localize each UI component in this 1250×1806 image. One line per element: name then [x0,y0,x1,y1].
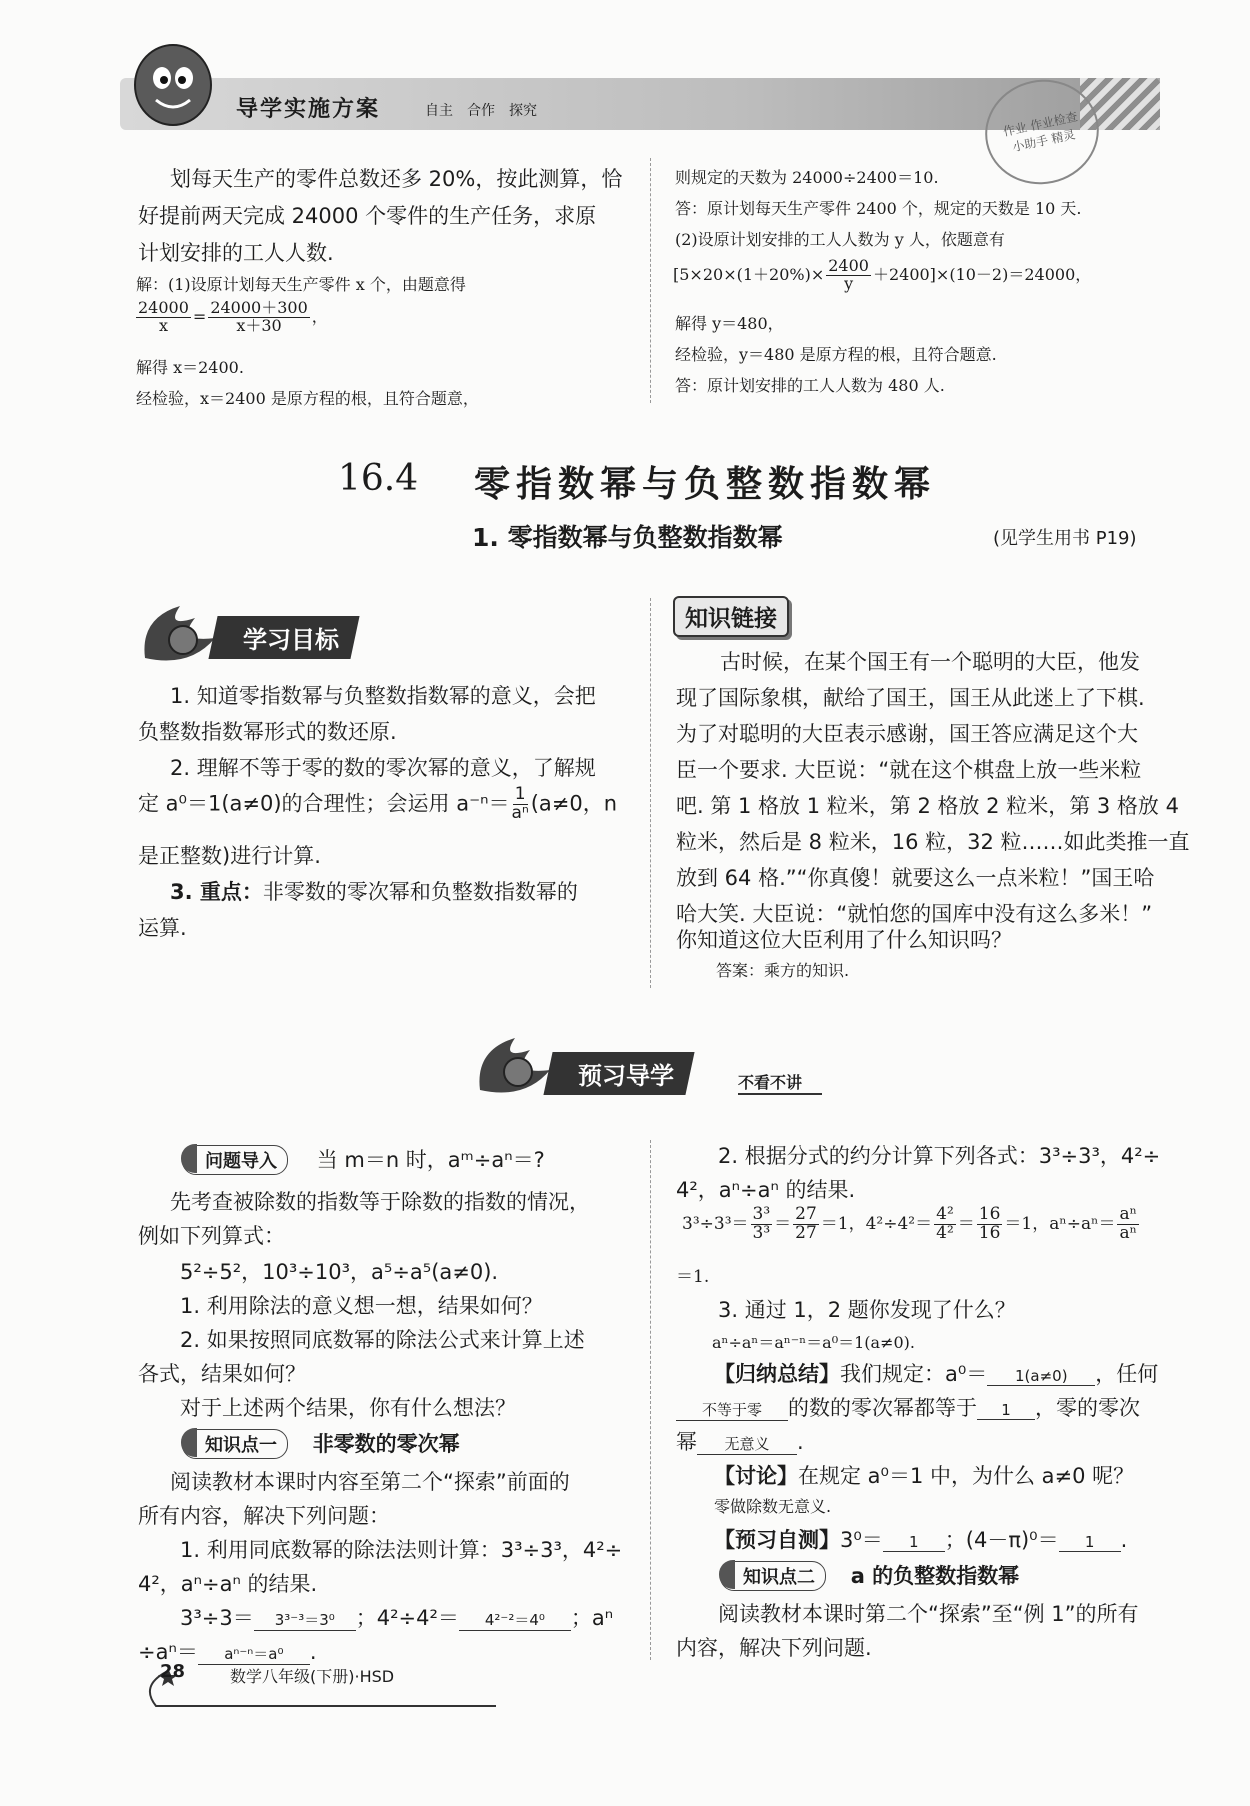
self-test-label: 【预习自测】 [714,1528,840,1552]
goals-banner [135,598,415,668]
summary-e: ，零的零次 [1035,1396,1140,1420]
right-line-7: 答：原计划安排的工人人数为 480 人. [675,376,945,395]
right-line-6: 经检验，y＝480 是原方程的根，且符合题意. [675,345,997,364]
question-intro-row [182,1144,545,1175]
bl-line-7: 对于上述两个结果，你有什么想法？ [180,1396,516,1420]
goal-2b-num: 1 [514,784,526,804]
frac-3-den: 4² [936,1222,954,1243]
story-answer: 答案：乘方的知识. [716,961,850,980]
answer-blank-2: 4²⁻²＝4⁰ [459,1609,571,1631]
answer-blank-8: 1 [883,1533,945,1552]
knowledge-point-2-tag: 知识点二 [720,1561,826,1591]
preview-banner-label [543,1052,694,1095]
solution-line-2: 解得 x＝2400. [136,358,244,377]
summary-row-1 [714,1358,1158,1388]
goal-2a: 2. 理解不等于零的数的零次幂的意义，了解规 [170,756,596,780]
answer-blank-6: 1 [977,1401,1035,1420]
goal-2c: 是正整数)进行计算. [138,844,321,868]
story-line-2: 现了国际象棋，献给了国王，国王从此迷上了下棋. [676,686,1145,710]
solution-line-1: 解：(1)设原计划每天生产零件 x 个，由题意得 [136,275,466,294]
page-number: 28 [160,1661,186,1682]
bl-line-11: 4²，aⁿ÷aⁿ 的结果. [138,1572,318,1596]
req-num: 2400 [828,256,869,275]
preview-banner [470,1030,830,1100]
frac-5-num: aⁿ [1119,1204,1137,1224]
knowledge-link-tag [673,596,789,637]
bl-13-c: . [309,1640,317,1664]
eq-right-num: 24000＋300 [210,298,308,317]
frac-2-den: 27 [795,1222,817,1243]
req-b: ＋2400]×(10－2)＝24000， [872,264,1092,284]
knowledge-point-2-row [720,1560,1019,1591]
frac-4-den: 16 [978,1222,1001,1243]
goal-3-label: 3. 重点： [170,880,263,904]
bl-line-5: 2. 如果按照同底数幂的除法公式来计算上述 [180,1328,585,1352]
answer-blank-1: 3³⁻³＝3⁰ [254,1609,356,1631]
calc-b: ＝ [774,1213,792,1234]
goal-3a [170,876,578,906]
knowledge-point-2-title: a 的负整数指数幂 [850,1564,1020,1588]
knowledge-point-1-title: 非零数的零次幂 [312,1432,460,1456]
calc-a: 3³÷3³＝ [682,1213,749,1234]
bl-line-1: 先考查被除数的指数等于除数的指数的情况， [170,1190,590,1214]
eq-tail: ， [311,306,328,326]
calc-c: ＝1，4²÷4²＝ [820,1213,933,1234]
bl-12-d: ；aⁿ [570,1606,614,1630]
eq-left-den: x [158,315,168,335]
right-line-1: 则规定的天数为 24000÷2400＝10. [675,168,939,187]
frac-2-num: 27 [795,1204,817,1224]
calc-e: ＝1，aⁿ÷aⁿ＝ [1004,1213,1116,1234]
goal-2b [138,786,617,823]
mid-column-divider [650,598,651,988]
bl-13-a: ÷aⁿ＝ [138,1640,198,1664]
header-subtitle: 自主 合作 探究 [425,103,537,119]
top-column-divider [650,158,651,403]
frac-1-num: 3³ [752,1204,771,1224]
bl-line-4: 1. 利用除法的意义想一想，结果如何？ [180,1294,543,1318]
right-equation [673,258,1091,293]
summary-f: 幂 [676,1430,697,1454]
goal-2b-tail: (a≠0，n [530,791,618,816]
br-line-4: ＝1. [676,1267,710,1287]
discussion-answer: 零做除数无意义. [714,1497,832,1516]
summary-row-2 [676,1392,1140,1422]
frac-1-den: 3³ [752,1222,771,1243]
answer-blank-9: 1 [1059,1533,1121,1552]
answer-blank-5: 不等于零 [676,1399,788,1421]
frac-4-num: 16 [978,1204,1001,1224]
frac-3-num: 4² [936,1204,954,1224]
req-den: y [844,273,854,293]
goal-3b: 运算. [138,916,187,940]
answer-blank-4: 1(a≠0) [987,1367,1095,1386]
goal-1a: 1. 知道零指数幂与负整数指数幂的意义，会把 [170,684,596,708]
br-line-8: 内容，解决下列问题. [676,1636,872,1660]
bl-line-3: 5²÷5²，10³÷10³，a⁵÷a⁵(a≠0). [180,1260,499,1284]
problem-line-2: 好提前两天完成 24000 个零件的生产任务，求原 [138,204,597,228]
goal-3-text: 非零数的零次幂和负整数指数幂的 [262,880,578,904]
right-line-3: (2)设原计划安排的工人人数为 y 人，依题意有 [675,230,1005,249]
br-line-1: 2. 根据分式的约分计算下列各式：3³÷3³，4²÷ [718,1144,1161,1168]
knowledge-link-text: 知识链接 [685,606,777,632]
answer-blank-7: 无意义 [697,1433,797,1455]
story-line-4: 臣一个要求. 大臣说：“就在这个棋盘上放一些米粒 [676,758,1142,782]
section-ref: (见学生用书 P19) [993,528,1137,549]
bl-line-10: 1. 利用同底数幂的除法法则计算：3³÷3³，4²÷ [180,1538,623,1562]
stamp-text: 作业 作业检查小助手 精灵 [1001,109,1079,155]
right-line-5: 解得 y＝480， [675,314,784,333]
book-title: 数学八年级(下册)·HSD [230,1667,395,1686]
section-title: 零指数幂与负整数指数幂 [474,464,937,505]
knowledge-point-1-tag: 知识点一 [182,1429,288,1459]
req-a: [5×20×(1＋20%)× [673,264,825,284]
summary-label: 【归纳总结】 [714,1362,840,1386]
story-line-5: 吧. 第 1 格放 1 粒米，第 2 格放 2 粒米，第 3 格放 4 [676,794,1179,818]
goals-banner-label [208,616,359,659]
answer-blank-3: aⁿ⁻ⁿ＝a⁰ [198,1643,310,1665]
story-line-6: 粒米，然后是 8 粒米，16 粒，32 粒……如此类推一直 [676,830,1190,854]
summary-d: 的数的零次幂都等于 [788,1396,977,1420]
bl-line-9: 所有内容，解决下列问题： [138,1504,390,1528]
story-line-7: 放到 64 格.”“你真傻！就要这么一点米粒！”国王哈 [676,866,1155,890]
summary-a: 我们规定：a⁰＝ [840,1362,988,1386]
bl-12-c: ；4²÷4²＝ [355,1606,459,1630]
story-line-9: 你知道这位大臣利用了什么知识吗？ [676,928,1012,952]
mascot-icon [128,40,218,130]
story-line-3: 为了对聪明的大臣表示感谢，国王答应满足这个大 [676,722,1138,746]
goal-2b-text: 定 a⁰＝1(a≠0)的合理性；会运用 a⁻ⁿ＝ [138,791,510,816]
solution-line-3: 经检验，x＝2400 是原方程的根，且符合题意， [136,389,479,408]
self-test-d: . [1120,1528,1128,1552]
discussion-text: 在规定 a⁰＝1 中，为什么 a≠0 呢？ [798,1464,1135,1488]
self-test-a: 3⁰＝ [840,1528,883,1552]
preview-slogan: 不看不讲 [738,1070,822,1095]
br-line-7: 阅读教材本课时第二个“探索”至“例 1”的所有 [718,1602,1139,1626]
goal-2b-den: aⁿ [511,802,529,823]
bl-12-a: 3³÷3＝ [180,1606,254,1630]
problem-line-1: 划每天生产的零件总数还多 20%，按此测算，恰 [170,167,623,191]
bl-line-12 [180,1602,613,1632]
calc-d: ＝ [957,1213,975,1234]
story-line-8: 哈大笑. 大臣说：“就怕您的国库中没有这么多米！” [676,902,1153,926]
frac-5-den: aⁿ [1119,1222,1137,1243]
section-number: 16.4 [338,458,419,499]
discussion-row [714,1460,1134,1490]
br-calc-row [682,1206,1141,1243]
self-test-c: ；(4－π)⁰＝ [944,1528,1059,1552]
equation-1 [134,300,328,335]
right-line-2: 答：原计划每天生产零件 2400 个，规定的天数是 10 天. [675,199,1082,218]
self-test-row [714,1524,1127,1554]
eq-equals: = [192,306,207,326]
br-line-2: 4²，aⁿ÷aⁿ 的结果. [676,1178,856,1202]
bl-line-2: 例如下列算式： [138,1224,285,1248]
summary-row-3 [676,1426,804,1456]
knowledge-point-1-row [182,1428,460,1459]
br-line-6: aⁿ÷aⁿ＝aⁿ⁻ⁿ＝a⁰＝1(a≠0). [712,1333,915,1352]
section-subtitle: 1. 零指数幂与负整数指数幂 [472,523,783,552]
problem-line-3: 计划安排的工人人数. [138,241,334,265]
eq-left-num: 24000 [138,298,189,317]
summary-g: . [797,1430,804,1454]
header-title: 导学实施方案 [236,97,381,122]
bottom-column-divider [650,1140,651,1660]
br-line-5: 3. 通过 1，2 题你发现了什么？ [718,1298,1016,1322]
discussion-label: 【讨论】 [714,1464,798,1488]
preview-banner-text: 预习导学 [578,1062,674,1090]
question-intro-tag: 问题导入 [182,1145,288,1175]
bl-line-6: 各式，结果如何？ [138,1362,306,1386]
summary-c: ，任何 [1095,1362,1159,1386]
story-line-1: 古时候，在某个国王有一个聪明的大臣，他发 [720,650,1140,674]
eq-right-den: x＋30 [236,315,282,335]
bl-line-8: 阅读教材本课时内容至第二个“探索”前面的 [170,1470,570,1494]
question-intro-text: 当 m＝n 时，aᵐ÷aⁿ＝? [316,1148,545,1172]
goals-banner-text: 学习目标 [243,626,339,654]
goal-1b: 负整数指数幂形式的数还原. [138,720,397,744]
